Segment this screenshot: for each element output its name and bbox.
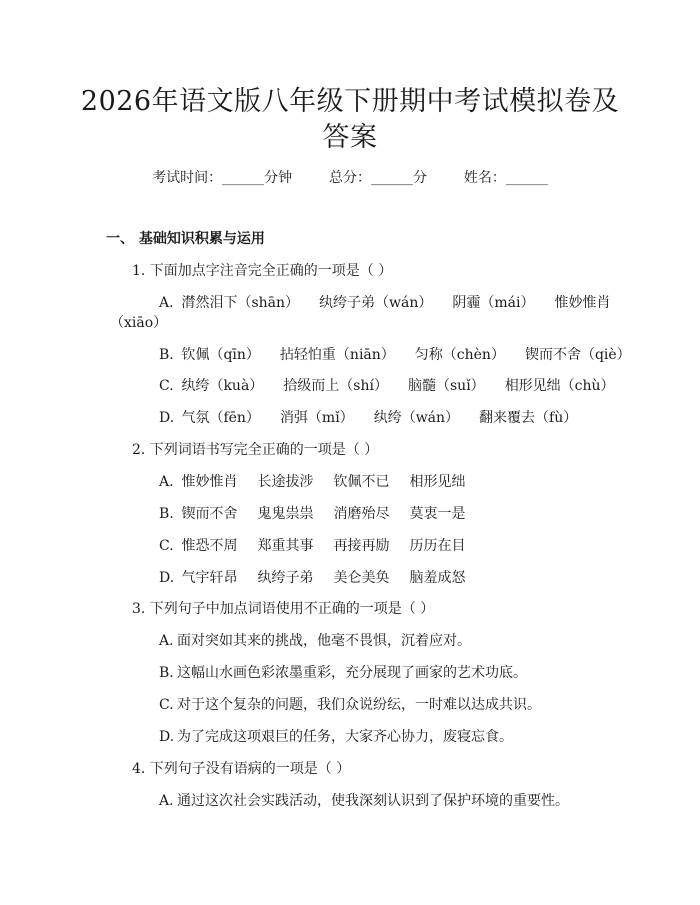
section-heading: 一、 基础知识积累与运用 [106, 231, 265, 247]
q1-option-a: A. 潸然泪下（shān） 纨绔子弟（wán） 阴霾（mái） 惟妙惟肖 [159, 295, 611, 311]
page-title-line1: 2026年语文版八年级下册期中考试模拟卷及 [80, 86, 620, 117]
question-1-stem: 1. 下面加点字注音完全正确的一项是（ ） [132, 263, 393, 279]
q3-option-d: D. 为了完成这项艰巨的任务，大家齐心协力，废寝忘食。 [159, 729, 513, 745]
q3-option-a: A. 面对突如其来的挑战，他毫不畏惧，沉着应对。 [159, 633, 471, 649]
page-title-line2: 答案 [322, 122, 378, 153]
q2-option-c: C. 惟恐不周 郑重其事 再接再励 历历在目 [159, 538, 466, 554]
q2-option-a: A. 惟妙惟肖 长途拔涉 钦佩不已 相形见绌 [159, 474, 466, 490]
q2-option-b: B. 锲而不舍 鬼鬼祟祟 消磨殆尽 莫衷一是 [159, 506, 466, 522]
q1-option-c: C. 纨绔（kuà） 拾级而上（shí） 脑髓（suǐ） 相形见绌（chù） [159, 378, 615, 394]
q4-option-a: A. 通过这次社会实践活动，使我深刻认识到了保护环境的重要性。 [159, 793, 569, 809]
q2-option-d: D. 气宇轩昂 纨绔子弟 美仑美奂 脑羞成怒 [159, 570, 466, 586]
exam-time-field: 考试时间：______分钟 [152, 170, 293, 186]
q1-option-b: B. 钦佩（qīn） 拈轻怕重（niān） 匀称（chèn） 锲而不舍（qiè） [159, 347, 631, 363]
name-field: 姓名：______ [463, 170, 548, 186]
question-4-stem: 4. 下列句子没有语病的一项是（ ） [132, 761, 351, 777]
q1-option-a-wrap: （xiāo） [110, 315, 168, 331]
q3-option-c: C. 对于这个复杂的问题，我们众说纷纭，一时难以达成共识。 [159, 697, 541, 713]
q3-option-b: B. 这幅山水画色彩浓墨重彩，充分展现了画家的艺术功底。 [159, 665, 527, 681]
question-2-stem: 2. 下列词语书写完全正确的一项是（ ） [132, 442, 379, 458]
total-score-field: 总分：______分 [329, 170, 427, 186]
q1-option-d: D. 气氛（fēn） 消弭（mǐ） 纨绔（wán） 翻来覆去（fù） [159, 410, 578, 426]
question-3-stem: 3. 下列句子中加点词语使用不正确的一项是（ ） [132, 601, 435, 617]
exam-meta [0, 168, 700, 188]
